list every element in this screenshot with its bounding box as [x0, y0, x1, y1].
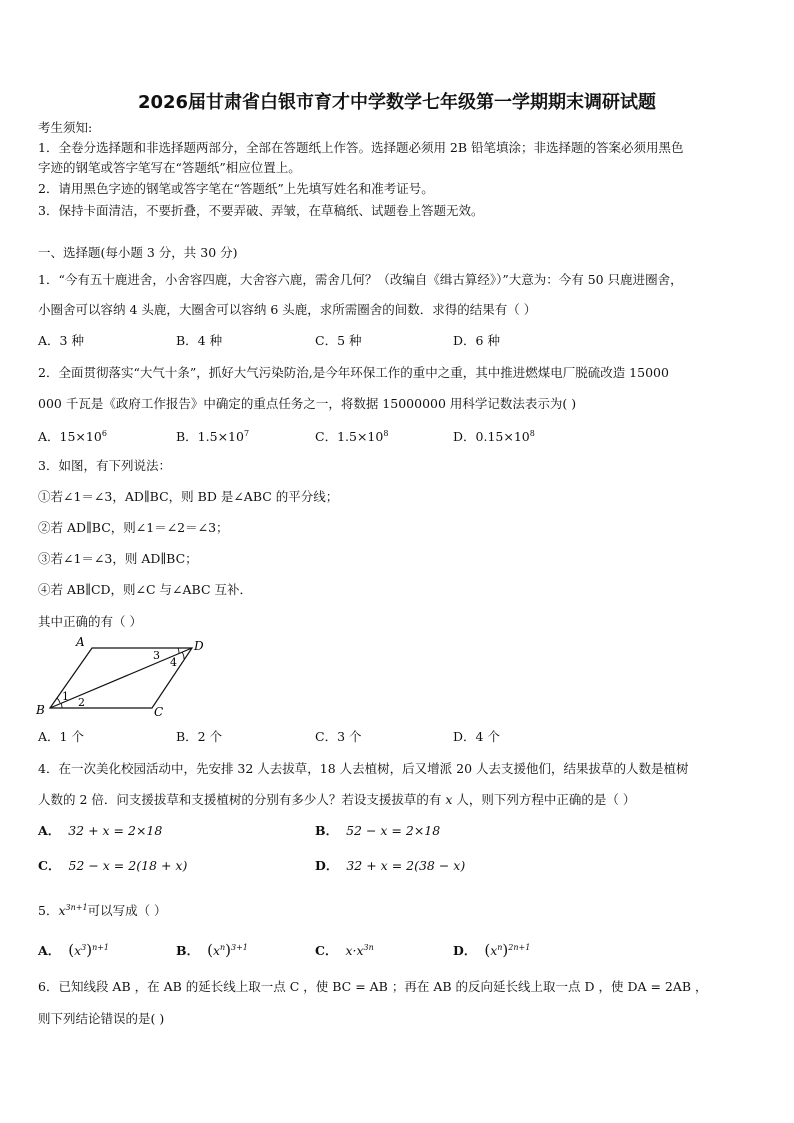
q4-text-1: 4．在一次美化校园活动中，先安排 32 人去拔草，18 人去植树，后又增派 20 人去支援他们，结果拔草的人数是植树 [38, 761, 689, 776]
fig-label-d: D [194, 639, 204, 653]
notice-line-2: 字迹的钢笔或答字笔写在“答题纸”相应位置上。 [38, 160, 301, 175]
q4-option-d: D． 32 + x = 2(38 − x) [315, 858, 466, 873]
q2-option-c: C．$1.5\times 10^8$ [315, 429, 389, 445]
q5-option-c: C． $x\cdot x^{3n}$ [315, 943, 374, 959]
q6-text-1: 6．已知线段 AB ，在 AB 的延长线上取一点 C ，使 BC = AB ；再在 AB 的反向延长线上取一点 D ，使 DA = 2AB ， [38, 979, 708, 994]
fig-angle-1: 1 [62, 690, 69, 703]
q3-statement-2: ②若 AD∥BC，则∠1＝∠2＝∠3； [38, 520, 229, 535]
q5-option-b: B． $(x^n)^{3+1}$ [176, 941, 248, 960]
q3-statement-3: ③若∠1＝∠3，则 AD∥BC； [38, 551, 198, 566]
fig-angle-3: 3 [153, 649, 160, 662]
notice-line-4: 3．保持卡面清洁，不要折叠，不要弄破、弄皱，在草稿纸、试题卷上答题无效。 [38, 203, 484, 218]
fig-label-a: A [76, 635, 85, 649]
notice-heading: 考生须知: [38, 120, 93, 135]
q3-parallelogram-figure [32, 634, 222, 720]
q5-option-d: D． $(x^n)^{2n+1}$ [453, 941, 531, 960]
q1-option-a: A．3 种 [38, 333, 84, 348]
q1-option-d: D．6 种 [453, 333, 500, 348]
q3-question: 其中正确的有（ ） [38, 614, 142, 629]
q3-statement-4: ④若 AB∥CD，则∠C 与∠ABC 互补． [38, 582, 253, 597]
q3-option-d: D．4 个 [453, 729, 500, 744]
q6-text-2: 则下列结论错误的是( ) [38, 1011, 165, 1026]
q4-option-a: A． 32 + x = 2×18 [38, 823, 163, 838]
notice-line-3: 2．请用黑色字迹的钢笔或答字笔在“答题纸”上先填写姓名和准考证号。 [38, 181, 434, 196]
q4-option-c: C． 52 − x = 2(18 + x) [38, 858, 188, 873]
q3-text-1: 3．如图，有下列说法： [38, 458, 171, 473]
q3-option-a: A．1 个 [38, 729, 84, 744]
q2-text-1: 2．全面贯彻落实“大气十条”，抓好大气污染防治,是今年环保工作的重中之重，其中推进燃煤电厂脱硫改造 15000 [38, 365, 669, 380]
q1-option-c: C．5 种 [315, 333, 362, 348]
q2-option-a: A．$15\times 10^6$ [38, 429, 107, 445]
q2-option-d: D．$0.15\times 10^8$ [453, 429, 535, 445]
notice-line-1: 1．全卷分选择题和非选择题两部分，全部在答题纸上作答。选择题必须用 2B 铅笔填涂；非选择题的答案必须用黑色 [38, 140, 684, 155]
q1-option-b: B．4 种 [176, 333, 223, 348]
fig-label-b: B [36, 703, 45, 717]
q4-text-2: 人数的 2 倍．问支援拔草和支援植树的分别有多少人？若设支援拔草的有 x 人，则下列方程中正确的是（ ） [38, 792, 636, 807]
fig-angle-4: 4 [170, 656, 177, 669]
q3-option-b: B．2 个 [176, 729, 223, 744]
q4-option-b: B． 52 − x = 2×18 [315, 823, 441, 838]
q3-statement-1: ①若∠1＝∠3，AD∥BC，则 BD 是∠ABC 的平分线； [38, 489, 339, 504]
fig-label-c: C [154, 705, 164, 719]
q2-option-b: B．$1.5\times 10^7$ [176, 429, 250, 445]
q1-text-1: 1．“今有五十鹿进舍，小舍容四鹿，大舍容六鹿，需舍几何？（改编自《缉古算经》）”大意为：今有 50 只鹿进圈舍， [38, 272, 683, 287]
q5-text: 5．$x^{3n+1}$可以写成（ ） [38, 903, 167, 919]
q3-option-c: C．3 个 [315, 729, 362, 744]
q5-option-a: A． $(x^3)^{n+1}$ [38, 941, 110, 960]
q1-text-2: 小圈舍可以容纳 4 头鹿，大圈舍可以容纳 6 头鹿，求所需圈舍的间数．求得的结果有（ ） [38, 302, 537, 317]
q2-text-2: 000 千瓦是《政府工作报告》中确定的重点任务之一，将数据 15000000 用科学记数法表示为( ) [38, 396, 577, 411]
section-heading: 一、选择题(每小题 3 分，共 30 分) [38, 245, 238, 260]
page-title: 2026届甘肃省白银市育才中学数学七年级第一学期期末调研试题 [137, 92, 657, 113]
fig-angle-2: 2 [78, 696, 85, 709]
